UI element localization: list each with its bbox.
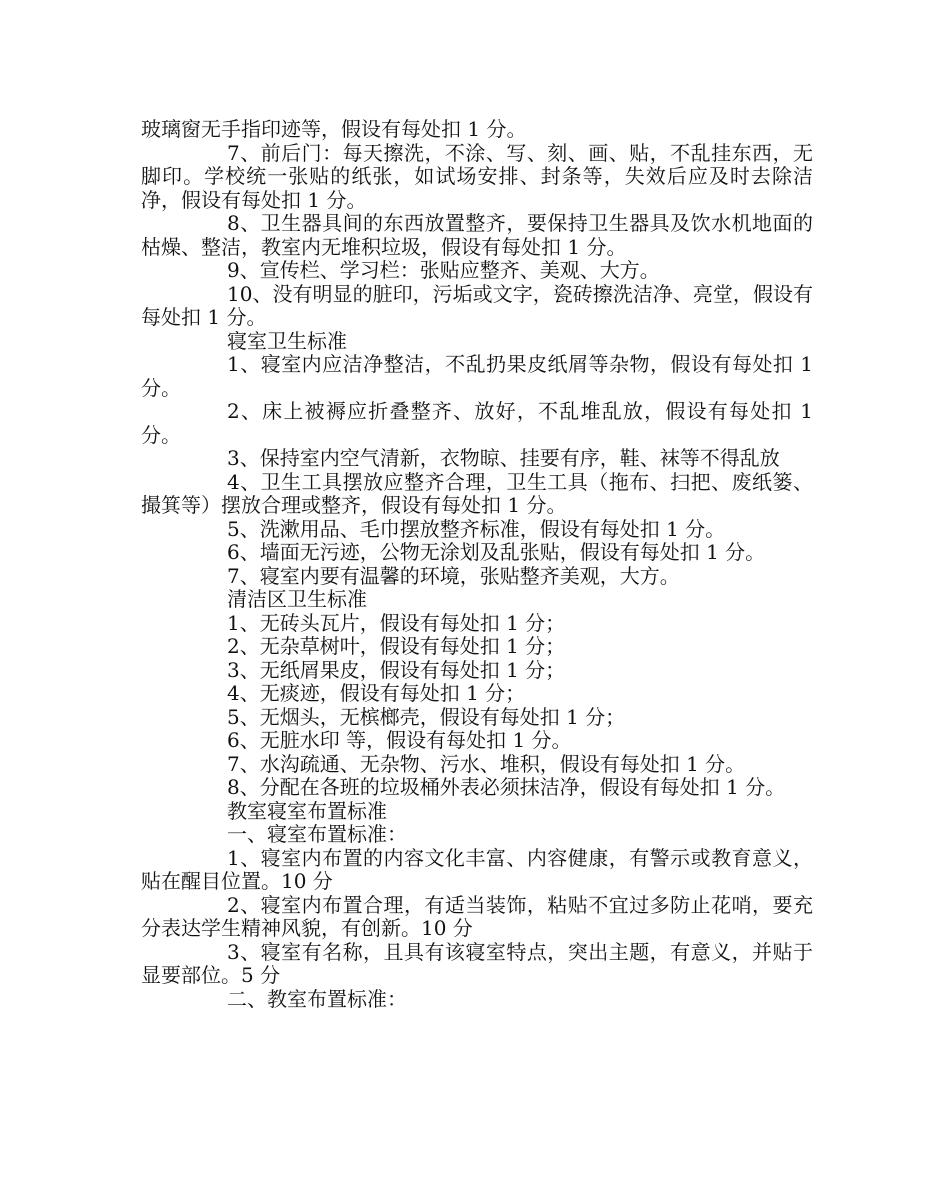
paragraph: 6、墙面无污迹，公物无涂划及乱张贴，假设有每处扣 1 分。 [227,540,766,564]
subsection-heading: 二、教室布置标准： [227,986,407,1011]
paragraph: 6、无脏水印 等，假设有每处扣 1 分。 [227,728,572,752]
paragraph: 3、保持室内空气清新，衣物晾、挂要有序，鞋、袜等不得乱放 [227,446,780,470]
paragraph: 8、分配在各班的垃圾桶外表必须抹洁净，假设有每处扣 1 分。 [227,775,786,799]
paragraph: 4、无痰迹，假设有每处扣 1 分； [227,681,526,705]
paragraph: 1、寝室内应洁净整洁，不乱扔果皮纸屑等杂物，假设有每处扣 1 分。 [141,352,813,400]
paragraph: 1、无砖头瓦片，假设有每处扣 1 分； [227,610,566,635]
paragraph: 7、寝室内要有温馨的环境，张贴整齐美观，大方。 [227,563,680,588]
document-page [141,118,813,1011]
paragraph: 2、无杂草树叶，假设有每处扣 1 分； [227,634,566,658]
paragraph: 8、卫生器具间的东西放置整齐，要保持卫生器具及饮水机地面的枯燥、整洁，教室内无堆积垃圾，假设有每处扣 1 分。 [141,211,813,259]
subsection-heading: 一、寝室布置标准： [227,822,407,846]
paragraph: 2、床上被褥应折叠整齐、放好，不乱堆乱放，假设有每处扣 1 分。 [141,399,813,447]
paragraph: 1、寝室内布置的内容文化丰富、内容健康，有警示或教育意义，贴在醒目位置。10 分 [141,845,813,893]
paragraph: 3、无纸屑果皮，假设有每处扣 1 分； [227,657,566,682]
paragraph: 5、洗漱用品、毛巾摆放整齐标准，假设有每处扣 1 分。 [227,516,726,541]
paragraph: 5、无烟头，无槟榔壳，假设有每处扣 1 分； [227,704,626,729]
paragraph: 4、卫生工具摆放应整齐合理，卫生工具（拖布、扫把、废纸篓、撮箕等）摆放合理或整齐，假设有每处扣 1 分。 [141,469,813,517]
paragraph: 9、宣传栏、学习栏：张贴应整齐、美观、大方。 [227,258,660,282]
paragraph: 10、没有明显的脏印，污垢或文字，瓷砖擦洗洁净、亮堂，假设有每处扣 1 分。 [141,281,813,329]
paragraph: 7、水沟疏通、无杂物、污水、堆积，假设有每处扣 1 分。 [227,751,746,776]
section-heading: 教室寝室布置标准 [227,798,387,823]
paragraph: 3、寝室有名称，且具有该寝室特点，突出主题，有意义，并贴于显要部位。5 分 [141,939,813,987]
paragraph: 2、寝室内布置合理，有适当装饰，粘贴不宜过多防止花哨，要充分表达学生精神风貌，有创新。10 分 [141,892,813,940]
paragraph: 7、前后门：每天擦洗，不涂、写、刻、画、贴，不乱挂东西，无脚印。学校统一张贴的纸张，如试场安排、封条等，失效后应及时去除洁净，假设有每处扣 1 分。 [141,140,813,212]
section-heading: 寝室卫生标准 [227,328,347,353]
paragraph: 玻璃窗无手指印迹等，假设有每处扣 1 分。 [141,117,527,141]
section-heading: 清洁区卫生标准 [227,587,367,611]
